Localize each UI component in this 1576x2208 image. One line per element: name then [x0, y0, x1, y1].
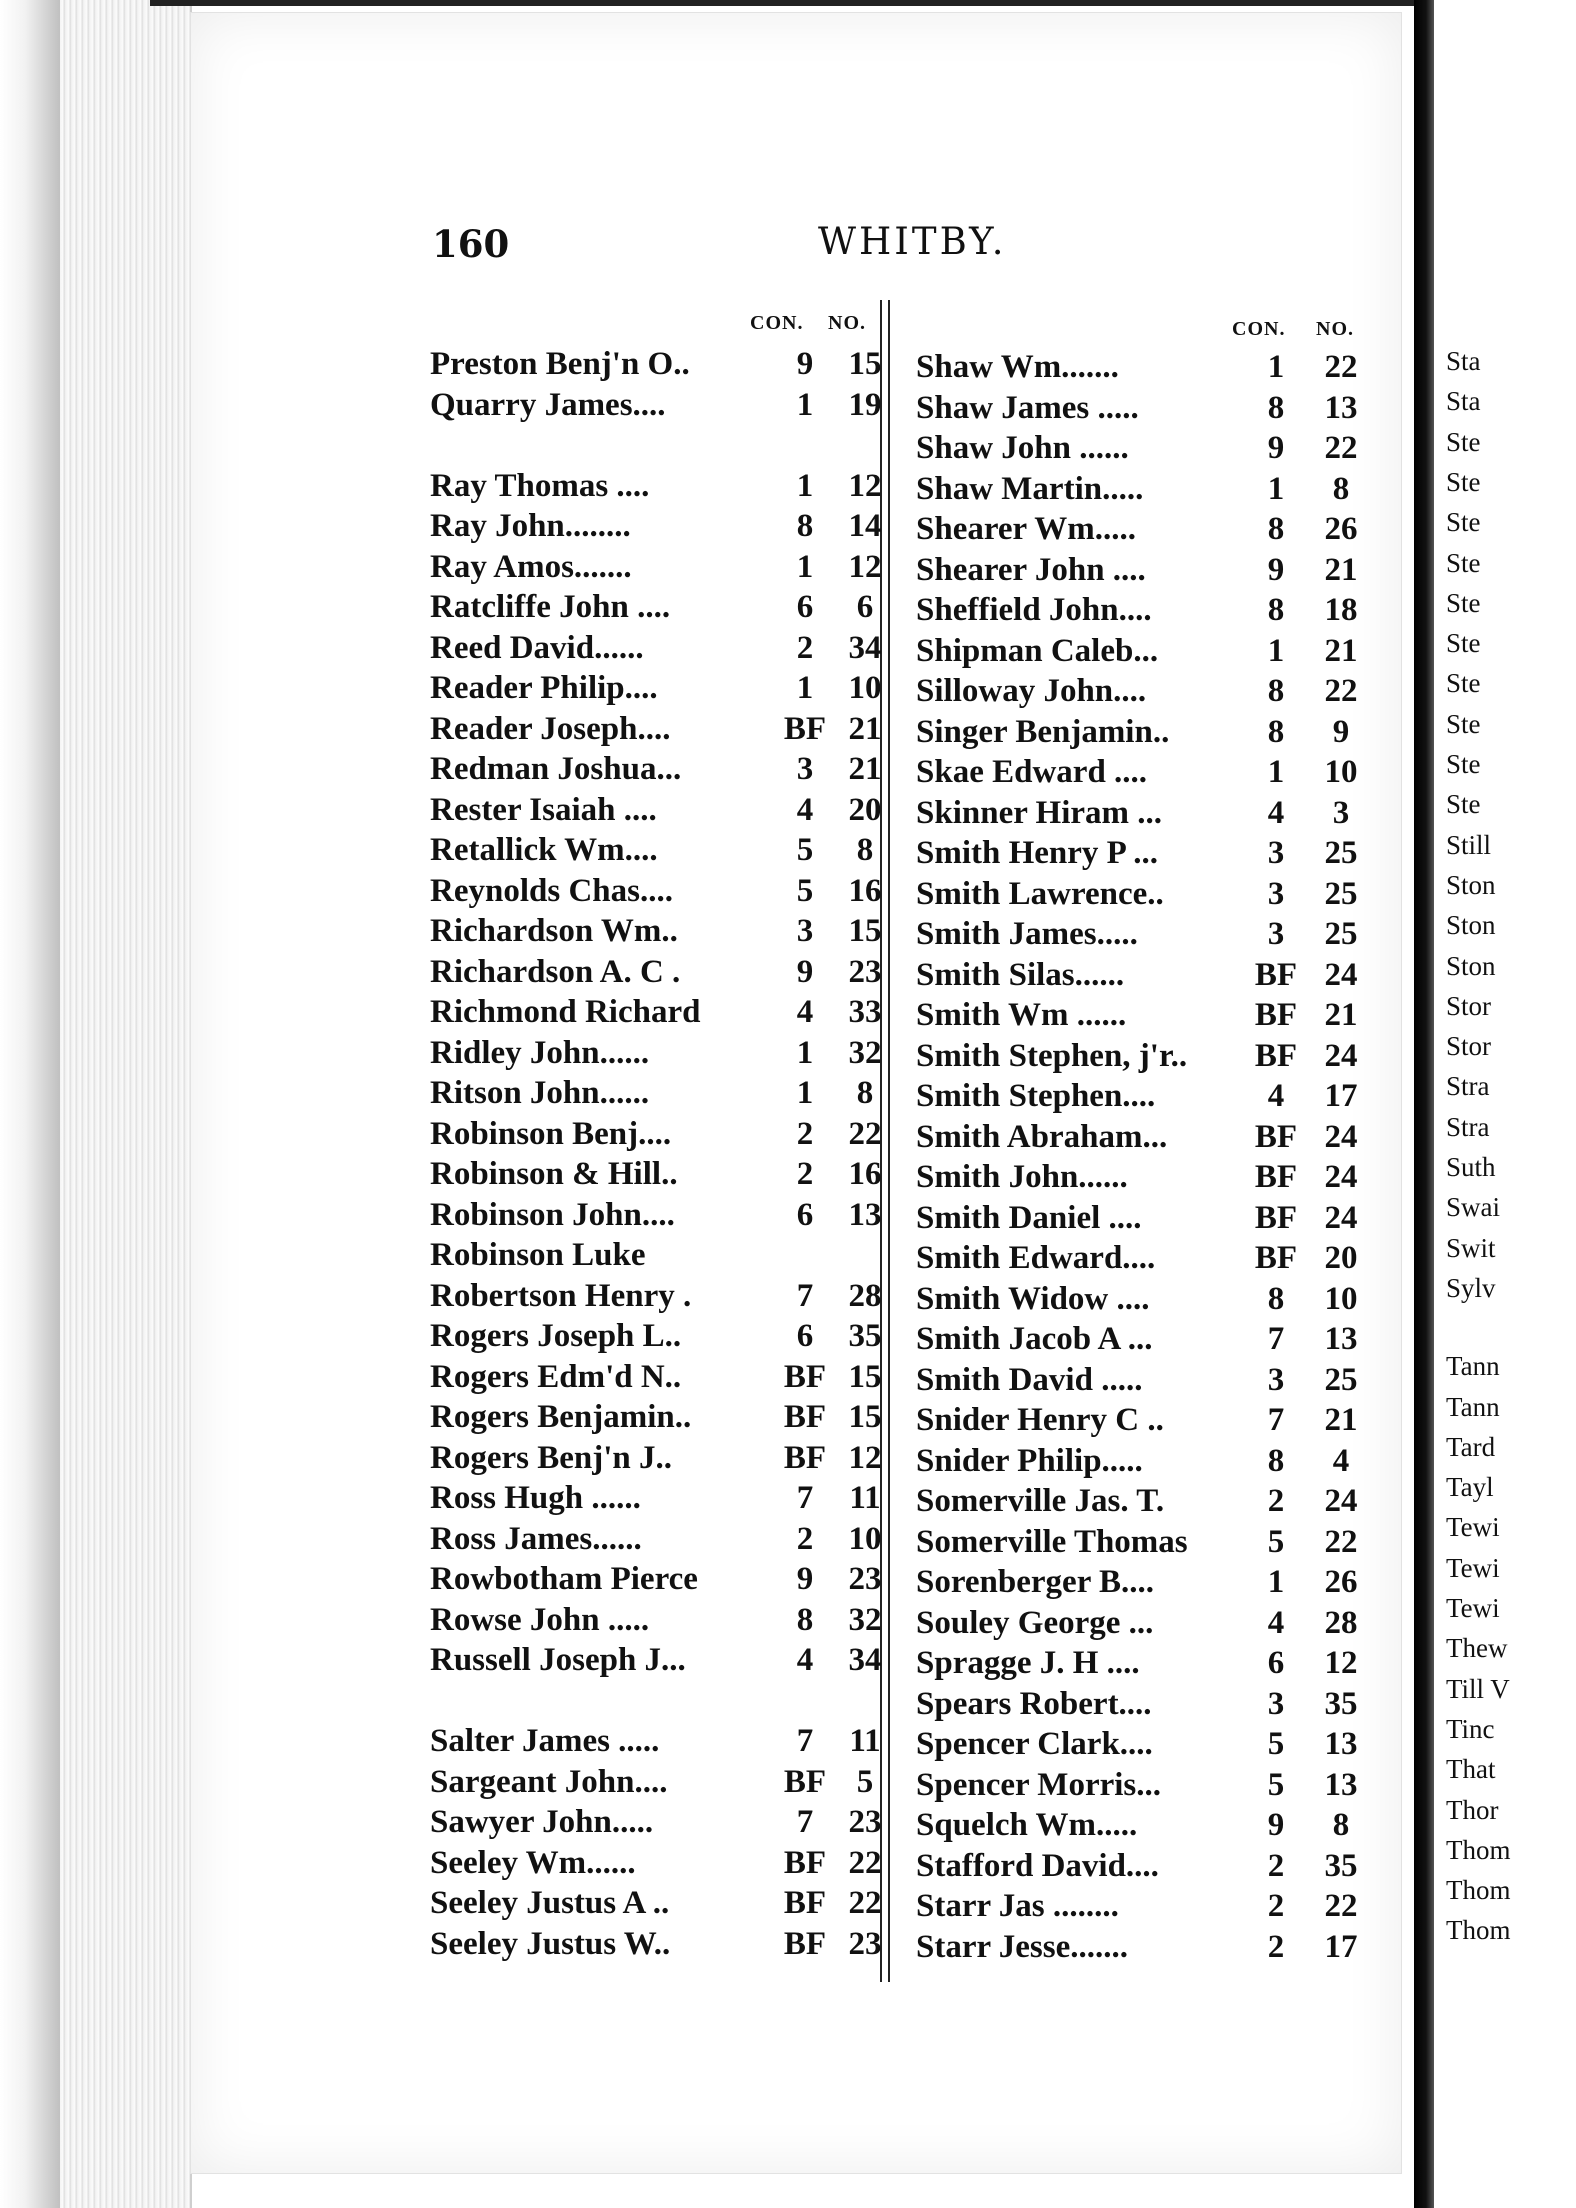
entry-no: 28 [1324, 1604, 1358, 1641]
facing-page-text: Ste [1446, 708, 1481, 739]
right-no-header: NO. [1316, 318, 1354, 340]
entry-no: 22 [848, 1115, 882, 1152]
entry-name: Robertson Henry . [430, 1277, 692, 1314]
entry-no: 13 [848, 1196, 882, 1233]
facing-page-text: Tann [1446, 1351, 1500, 1382]
entry-no: 11 [849, 1723, 881, 1759]
entry-con: 8 [1267, 592, 1285, 628]
entry-con: 2 [1267, 1483, 1285, 1519]
entry-name: Ray Amos....... [430, 548, 632, 585]
facing-page-text: Ste [1446, 668, 1481, 699]
entry-no: 3 [1332, 794, 1350, 831]
entry-name: Smith David ..... [916, 1361, 1143, 1398]
facing-page-text: Tewi [1446, 1593, 1500, 1623]
entry-name: Smith Abraham... [916, 1118, 1168, 1155]
entry-name: Singer Benjamin.. [916, 713, 1170, 750]
entry-no: 33 [848, 994, 882, 1030]
entry-no: 18 [1324, 592, 1358, 628]
facing-page-text: Tewi [1446, 1552, 1500, 1583]
entry-con: 7 [796, 1723, 814, 1759]
entry-con: BF [783, 710, 827, 747]
entry-no: 12 [848, 548, 882, 585]
facing-page-text: Thom [1446, 1834, 1511, 1865]
entry-con: 2 [1267, 1847, 1285, 1884]
entry-con: 2 [1267, 1888, 1285, 1924]
entry-name: Smith Daniel .... [916, 1199, 1142, 1236]
entry-no: 15 [848, 1358, 882, 1395]
entry-no: 8 [1332, 1807, 1350, 1843]
facing-page-text: Till V [1446, 1673, 1510, 1704]
entry-name: Sargeant John.... [430, 1763, 668, 1800]
entry-name: Skae Edward .... [916, 754, 1148, 790]
entry-no: 12 [848, 467, 882, 504]
entry-name: Reader Philip.... [430, 670, 658, 706]
entry-name: Spencer Clark.... [916, 1726, 1153, 1762]
entry-no: 9 [1332, 713, 1350, 750]
entry-no: 21 [1324, 632, 1358, 669]
entry-no: 25 [1324, 1361, 1358, 1398]
entry-no: 10 [1324, 1280, 1358, 1317]
entry-no: 13 [1324, 1321, 1358, 1357]
entry-name: Ross Hugh ...... [430, 1480, 641, 1516]
entry-con: 9 [796, 346, 814, 382]
page-number: 160 [432, 222, 510, 266]
facing-page-text: Stor [1446, 990, 1492, 1021]
facing-page-text: Tann [1446, 1391, 1500, 1422]
entry-name: Shaw Martin..... [916, 470, 1144, 507]
entry-no: 23 [848, 953, 882, 990]
facing-page-text: Thom [1446, 1875, 1511, 1906]
entry-con: BF [783, 1439, 827, 1476]
facing-page-text: Sta [1446, 386, 1481, 417]
facing-page-text: Stra [1446, 1111, 1490, 1142]
entry-name: Rowse John ..... [430, 1601, 650, 1638]
entry-name: Smith Widow .... [916, 1280, 1150, 1317]
entry-name: Robinson Benj.... [430, 1115, 672, 1152]
entry-con: 8 [1267, 511, 1285, 547]
entry-name: Shearer John .... [916, 551, 1146, 588]
entry-name: Ross James...... [430, 1520, 642, 1557]
entry-con: 4 [1267, 794, 1285, 831]
entry-no: 28 [848, 1277, 882, 1314]
facing-page-text: Tewi [1446, 1512, 1500, 1543]
entry-no: 15 [848, 1399, 882, 1435]
entry-no: 21 [1324, 1402, 1358, 1438]
entry-con: 2 [796, 1115, 814, 1152]
facing-page-text: Ste [1446, 426, 1481, 457]
facing-page-text: Swit [1446, 1232, 1496, 1263]
entry-name: Reynolds Chas.... [430, 872, 673, 909]
facing-page-text: Stor [1446, 1031, 1492, 1062]
entry-name: Shaw John ...... [916, 430, 1129, 466]
facing-page-text: Swai [1446, 1192, 1500, 1223]
entry-name: Sheffield John.... [916, 592, 1152, 628]
entry-con: 4 [796, 1642, 814, 1678]
entry-name: Redman Joshua... [430, 751, 682, 787]
entry-con: BF [1254, 997, 1298, 1033]
entry-con: 9 [1267, 551, 1285, 588]
entry-con: 1 [796, 467, 814, 504]
entry-con: 1 [796, 1034, 814, 1071]
entry-no: 13 [1324, 389, 1358, 426]
entry-no: 34 [848, 629, 882, 666]
entry-name: Smith Wm ...... [916, 997, 1127, 1033]
entry-no: 12 [1324, 1645, 1358, 1681]
facing-page-text: Ste [1446, 789, 1481, 820]
facing-page-text: Thom [1446, 1915, 1511, 1946]
entry-con: 2 [796, 629, 814, 666]
left-con-header: CON. [750, 312, 804, 334]
page-title: WHITBY. [818, 220, 1007, 263]
facing-page-text: Ste [1446, 628, 1481, 659]
entry-name: Robinson & Hill.. [430, 1156, 678, 1192]
entry-no: 8 [856, 1075, 874, 1111]
entry-no: 21 [1324, 551, 1358, 588]
facing-page-text: Ste [1446, 547, 1481, 578]
entry-name: Spencer Morris... [916, 1766, 1162, 1803]
entry-no: 5 [856, 1763, 874, 1800]
facing-page-text: Ston [1446, 910, 1496, 941]
facing-page-text: Tinc [1446, 1713, 1495, 1744]
entry-no: 20 [848, 791, 882, 828]
entry-name: Richardson A. C . [430, 953, 681, 990]
top-border [150, 0, 1430, 6]
entry-con: 8 [1267, 713, 1285, 750]
facing-page-text: Sylv [1446, 1272, 1496, 1303]
entry-con: BF [783, 1399, 827, 1435]
entry-no: 32 [848, 1601, 882, 1638]
entry-no: 21 [1324, 997, 1358, 1033]
entry-name: Smith Silas...... [916, 956, 1125, 993]
entry-no: 12 [848, 1439, 882, 1476]
entry-con: 2 [796, 1156, 814, 1192]
entry-con: 5 [1267, 1523, 1285, 1560]
entry-name: Spears Robert.... [916, 1685, 1152, 1722]
entry-con: 8 [1267, 1280, 1285, 1317]
entry-con: 9 [1267, 1807, 1285, 1843]
entry-no: 23 [848, 1804, 882, 1840]
entry-name: Starr Jesse....... [916, 1928, 1129, 1965]
entry-no: 15 [848, 346, 882, 382]
facing-page-text: Tayl [1446, 1472, 1494, 1503]
entry-con: 1 [1267, 470, 1285, 507]
entry-con: 7 [796, 1277, 814, 1314]
entry-con: 9 [1267, 430, 1285, 466]
facing-page-text: Ston [1446, 869, 1496, 900]
entry-no: 23 [848, 1925, 882, 1962]
entry-name: Rogers Joseph L.. [430, 1318, 682, 1354]
entry-con: BF [783, 1763, 827, 1800]
entry-name: Robinson Luke [430, 1237, 646, 1273]
entry-name: Stafford David.... [916, 1847, 1159, 1884]
entry-name: Ridley John...... [430, 1034, 650, 1071]
entry-no: 17 [1324, 1078, 1358, 1114]
entry-con: 9 [796, 1561, 814, 1597]
entry-name: Smith Edward.... [916, 1240, 1156, 1276]
entry-name: Rogers Edm'd N.. [430, 1358, 682, 1395]
entry-no: 16 [848, 1156, 882, 1192]
entry-no: 19 [848, 386, 882, 423]
entry-no: 32 [848, 1034, 882, 1071]
entry-con: 7 [1267, 1402, 1285, 1438]
entry-con: 2 [796, 1520, 814, 1557]
entry-con: 3 [1267, 1361, 1285, 1398]
entry-no: 16 [848, 872, 882, 909]
entry-con: 1 [1267, 632, 1285, 669]
entry-con: 2 [1267, 1928, 1285, 1965]
facing-page-text: Still [1446, 829, 1492, 860]
entry-con: 3 [796, 751, 814, 787]
entry-con: 8 [796, 1601, 814, 1638]
facing-page-text: Stra [1446, 1071, 1490, 1102]
entry-no: 4 [1332, 1442, 1350, 1479]
entry-no: 11 [849, 1480, 881, 1516]
left-no-header: NO. [828, 312, 866, 334]
entry-name: Richardson Wm.. [430, 913, 678, 949]
entry-name: Rogers Benj'n J.. [430, 1439, 672, 1476]
right-con-header: CON. [1232, 318, 1286, 340]
entry-con: 5 [796, 832, 814, 868]
entry-con: 9 [796, 953, 814, 990]
facing-page-text: Ste [1446, 587, 1481, 618]
entry-name: Squelch Wm..... [916, 1807, 1138, 1843]
entry-con: BF [783, 1885, 827, 1921]
entry-con: 1 [796, 548, 814, 585]
entry-con: 8 [1267, 673, 1285, 709]
entry-no: 14 [848, 508, 882, 544]
entry-no: 24 [1324, 1118, 1358, 1155]
entry-name: Ratcliffe John .... [430, 589, 671, 625]
entry-con: BF [1254, 1240, 1298, 1276]
entry-no: 26 [1324, 511, 1358, 547]
entry-con: 1 [1267, 1564, 1285, 1600]
entry-con: 4 [796, 791, 814, 828]
entry-con: 6 [796, 589, 814, 625]
entry-con: BF [1254, 1199, 1298, 1236]
entry-no: 8 [856, 832, 874, 868]
entry-no: 23 [848, 1561, 882, 1597]
entry-no: 24 [1324, 1199, 1358, 1236]
entry-con: 3 [1267, 875, 1285, 912]
entry-con: 4 [796, 994, 814, 1030]
entry-no: 21 [848, 710, 882, 747]
entry-no: 22 [848, 1885, 882, 1921]
entry-name: Silloway John.... [916, 673, 1147, 709]
entry-con: BF [783, 1844, 827, 1881]
entry-no: 22 [1324, 430, 1358, 466]
facing-page-text: Thew [1446, 1633, 1508, 1664]
entry-con: 5 [1267, 1726, 1285, 1762]
entry-con: 1 [796, 386, 814, 423]
entry-name: Smith John...... [916, 1159, 1128, 1195]
facing-page-fragment [1434, 30, 1576, 2180]
entry-name: Ritson John...... [430, 1075, 650, 1111]
facing-page-text: Ste [1446, 507, 1481, 538]
entry-con: BF [783, 1925, 827, 1962]
entry-no: 13 [1324, 1766, 1358, 1803]
entry-name: Retallick Wm.... [430, 832, 658, 868]
entry-con: BF [1254, 1037, 1298, 1074]
entry-con: 1 [796, 670, 814, 706]
entry-no: 35 [1324, 1685, 1358, 1722]
entry-no: 6 [856, 589, 874, 625]
facing-page-text: Tard [1446, 1431, 1496, 1462]
entry-no: 10 [848, 1520, 882, 1557]
entry-con: 7 [1267, 1321, 1285, 1357]
entry-no: 22 [1324, 1888, 1358, 1924]
entry-con: 3 [1267, 835, 1285, 871]
entry-name: Smith Lawrence.. [916, 875, 1164, 912]
entry-name: Ray John........ [430, 508, 631, 544]
entry-con: 6 [1267, 1645, 1285, 1681]
entry-name: Quarry James.... [430, 386, 666, 423]
entry-con: 8 [1267, 389, 1285, 426]
entry-no: 35 [848, 1318, 882, 1354]
entry-con: 3 [796, 913, 814, 949]
entry-con: 8 [1267, 1442, 1285, 1479]
entry-no: 26 [1324, 1564, 1358, 1600]
entry-no: 15 [848, 913, 882, 949]
entry-con: 5 [796, 872, 814, 909]
entry-con: BF [1254, 956, 1298, 993]
entry-name: Smith Stephen.... [916, 1078, 1156, 1114]
facing-page-text: Suth [1446, 1152, 1496, 1182]
entry-con: 5 [1267, 1766, 1285, 1803]
entry-con: 6 [796, 1318, 814, 1354]
entry-no: 24 [1324, 1483, 1358, 1519]
entry-con: 3 [1267, 916, 1285, 952]
entry-con: BF [1254, 1159, 1298, 1195]
entry-con: 7 [796, 1480, 814, 1516]
entry-name: Shaw James ..... [916, 389, 1139, 426]
entry-name: Seeley Justus A .. [430, 1885, 670, 1921]
entry-no: 21 [848, 751, 882, 787]
binding-shadow [0, 0, 62, 2208]
entry-con: 7 [796, 1804, 814, 1840]
entry-name: Snider Henry C .. [916, 1402, 1164, 1438]
entry-no: 24 [1324, 956, 1358, 993]
entry-no: 10 [1324, 754, 1358, 790]
entry-name: Rowbotham Pierce [430, 1561, 698, 1597]
entry-name: Rester Isaiah .... [430, 791, 657, 828]
entry-name: Shipman Caleb... [916, 632, 1159, 669]
entry-con: 1 [796, 1075, 814, 1111]
entry-no: 25 [1324, 835, 1358, 871]
entry-no: 13 [1324, 1726, 1358, 1762]
facing-page-text: Ste [1446, 466, 1481, 497]
entry-no: 34 [848, 1642, 882, 1678]
entry-con: 6 [796, 1196, 814, 1233]
book-gutter [1414, 0, 1434, 2208]
entry-name: Starr Jas ........ [916, 1888, 1119, 1924]
entry-con: 3 [1267, 1685, 1285, 1722]
entry-name: Sawyer John..... [430, 1804, 654, 1840]
entry-name: Sorenberger B.... [916, 1564, 1155, 1600]
entry-name: Somerville Thomas [916, 1523, 1188, 1560]
entry-con: 4 [1267, 1604, 1285, 1641]
entry-name: Salter James ..... [430, 1723, 660, 1759]
entry-no: 22 [1324, 673, 1358, 709]
entry-name: Skinner Hiram ... [916, 794, 1163, 831]
entry-con: 4 [1267, 1078, 1285, 1114]
facing-page-text: That [1446, 1754, 1496, 1785]
entry-no: 22 [1324, 1523, 1358, 1560]
entry-name: Smith Stephen, j'r.. [916, 1037, 1188, 1074]
entry-name: Seeley Justus W.. [430, 1925, 671, 1962]
entry-no: 24 [1324, 1159, 1358, 1195]
entry-name: Reader Joseph.... [430, 710, 671, 747]
entry-no: 8 [1332, 470, 1350, 507]
facing-page-text: Ston [1446, 950, 1496, 981]
facing-page-text: Thor [1446, 1794, 1499, 1825]
entry-no: 24 [1324, 1037, 1358, 1074]
entry-name: Robinson John.... [430, 1196, 675, 1233]
entry-name: Smith Henry P ... [916, 835, 1159, 871]
entry-no: 10 [848, 670, 882, 706]
entry-name: Spragge J. H .... [916, 1645, 1140, 1681]
entry-name: Smith James..... [916, 916, 1138, 952]
entry-name: Smith Jacob A ... [916, 1321, 1153, 1357]
entry-no: 22 [1324, 349, 1358, 385]
entry-no: 35 [1324, 1847, 1358, 1884]
entry-name: Rogers Benjamin.. [430, 1399, 692, 1435]
entry-con: 1 [1267, 349, 1285, 385]
page-stack-edges [60, 0, 192, 2208]
entry-name: Ray Thomas .... [430, 467, 650, 504]
entry-name: Russell Joseph J... [430, 1642, 686, 1678]
entry-con: BF [783, 1358, 827, 1395]
entry-con: BF [1254, 1118, 1298, 1155]
entry-no: 25 [1324, 875, 1358, 912]
entry-no: 25 [1324, 916, 1358, 952]
entry-name: Seeley Wm...... [430, 1844, 636, 1881]
entry-name: Snider Philip..... [916, 1442, 1143, 1479]
entry-no: 22 [848, 1844, 882, 1881]
entry-name: Shearer Wm..... [916, 511, 1136, 547]
entry-con: 8 [796, 508, 814, 544]
entry-name: Somerville Jas. T. [916, 1483, 1165, 1519]
entry-name: Richmond Richard [430, 994, 701, 1030]
entry-no: 17 [1324, 1928, 1358, 1965]
facing-page-text: Ste [1446, 749, 1481, 779]
entry-name: Reed David...... [430, 629, 644, 666]
entry-name: Preston Benj'n O.. [430, 346, 690, 382]
entry-no: 20 [1324, 1240, 1358, 1276]
entry-name: Souley George ... [916, 1604, 1154, 1641]
entry-con: 1 [1267, 754, 1285, 790]
entry-name: Shaw Wm....... [916, 349, 1119, 385]
facing-page-text: Sta [1446, 346, 1481, 376]
